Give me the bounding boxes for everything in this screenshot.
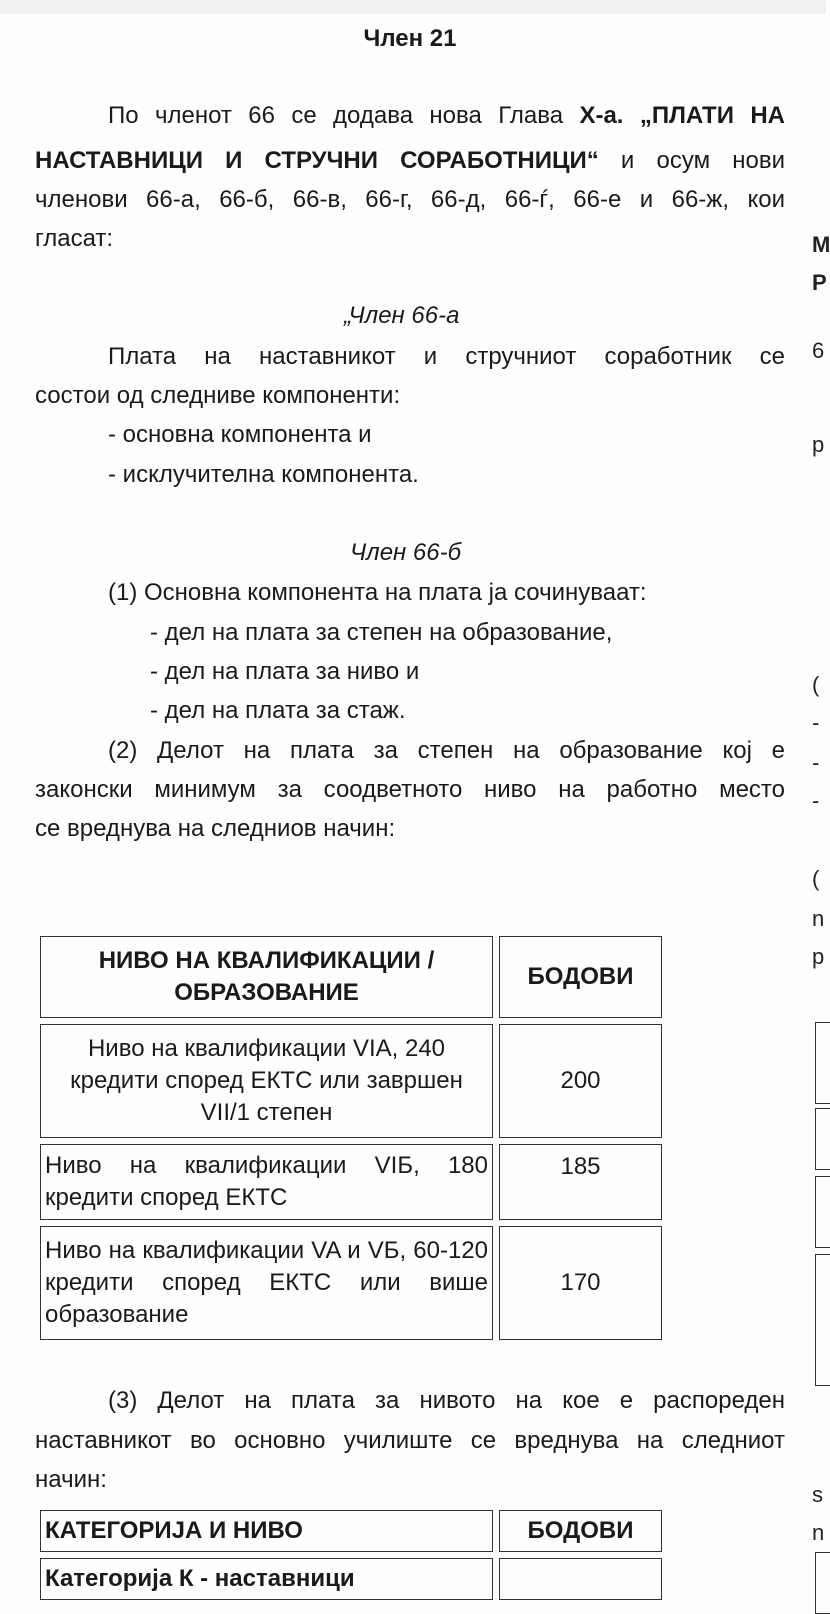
art66b-para-2-line-3: се вреднува на следниов начин: (35, 815, 396, 842)
art66b-para-2-line-1: (2) Делот на плата за степен на образование кој е (108, 737, 785, 764)
adjacent-page-fragment: n (812, 1520, 825, 1545)
table-row (40, 1558, 662, 1600)
adjacent-page-fragment: ( (812, 866, 820, 891)
art66a-item: - основна компонента и (108, 421, 372, 448)
adjacent-table-fragment (815, 1176, 830, 1248)
art66b-para-2-line-2: законски минимум за соодветното ниво на работно место (35, 776, 785, 803)
table-header-cell: БОДОВИ (499, 1510, 662, 1552)
adjacent-page-fragment: 6 (812, 338, 825, 363)
art66a-item: - исклучителна компонента. (108, 461, 419, 488)
table-header-cell: БОДОВИ (499, 936, 662, 1018)
intro-line-2: НАСТАВНИЦИ И СТРУЧНИ СОРАБОТНИЦИ“ и осум нови (35, 147, 786, 174)
adjacent-table-fragment (815, 1254, 830, 1386)
table-row (40, 1144, 662, 1220)
art66b-para-3-line-1: (3) Делот на плата за нивото на кое е распореден (108, 1387, 785, 1414)
table-cell-label: Ниво на квалификации VIA, 240 кредити според ЕКТС или завршен VII/1 степен (40, 1024, 493, 1138)
table-cell-points: 170 (499, 1226, 662, 1340)
table-header-cell: НИВО НА КВАЛИФИКАЦИИ /ОБРАЗОВАНИЕ (40, 936, 493, 1018)
adjacent-table-fragment (815, 1108, 830, 1170)
article-title: Член 21 (363, 25, 457, 52)
adjacent-table-fragment (815, 1552, 830, 1614)
adjacent-page-fragment: - (812, 750, 820, 775)
table-cell-label: Категорија К - наставници (40, 1558, 493, 1600)
art66b-para-3-line-2: наставникот во основно училиште се вреднува на следниот (35, 1427, 785, 1454)
table-row (40, 1024, 662, 1138)
adjacent-table-fragment (815, 1022, 830, 1104)
adjacent-page-fragment: P (812, 270, 827, 295)
intro-line-1: По членот 66 се додава нова Глава X-а. „ПЛАТИ НА (108, 102, 785, 129)
art66b-para-1: (1) Основна компонента на плата ја сочинуваат: (108, 579, 647, 606)
table-row (40, 1226, 662, 1340)
art66b-item: - дел на плата за стаж. (150, 697, 406, 724)
intro-line-4: гласат: (35, 225, 114, 252)
table-header-cell: КАТЕГОРИЈА И НИВО (40, 1510, 493, 1552)
art66a-para-line-1: Плата на наставникот и стручниот соработник се (108, 343, 785, 370)
table-cell-points: 200 (499, 1024, 662, 1138)
table-cell-label: Ниво на квалификации VIБ, 180 кредити според ЕКТС (40, 1144, 493, 1220)
category-points-table (34, 1504, 668, 1606)
art66b-heading: Член 66-б (350, 539, 462, 566)
art66b-item: - дел на плата за ниво и (150, 658, 420, 685)
table-cell-points (499, 1558, 662, 1600)
table-header-row (40, 1510, 662, 1552)
adjacent-page-fragment: - (812, 788, 820, 813)
qualification-points-table (34, 930, 668, 1346)
adjacent-page-fragment: p (812, 432, 825, 457)
art66a-heading: „Член 66-а (344, 302, 460, 329)
art66a-para-line-2: состои од следниве компоненти: (35, 382, 401, 409)
art66b-para-3-line-3: начин: (35, 1466, 107, 1493)
adjacent-page-fragment: s (812, 1482, 823, 1507)
adjacent-page-fragment: p (812, 944, 825, 969)
table-cell-points: 185 (499, 1144, 662, 1220)
adjacent-page-fragment: M (812, 232, 830, 257)
intro-line-3: членови 66-а, 66-б, 66-в, 66-г, 66-д, 66-ѓ, 66-е и 66-ж, кои (35, 186, 785, 213)
table-cell-label: Ниво на квалификации VA и VБ, 60-120 кредити според ЕКТС или више образование (40, 1226, 493, 1340)
art66b-item: - дел на плата за степен на образование, (150, 619, 613, 646)
adjacent-page-fragment: ( (812, 672, 820, 697)
adjacent-page-fragment: - (812, 710, 820, 735)
table-header-row (40, 936, 662, 1018)
adjacent-page-fragment: n (812, 906, 825, 931)
